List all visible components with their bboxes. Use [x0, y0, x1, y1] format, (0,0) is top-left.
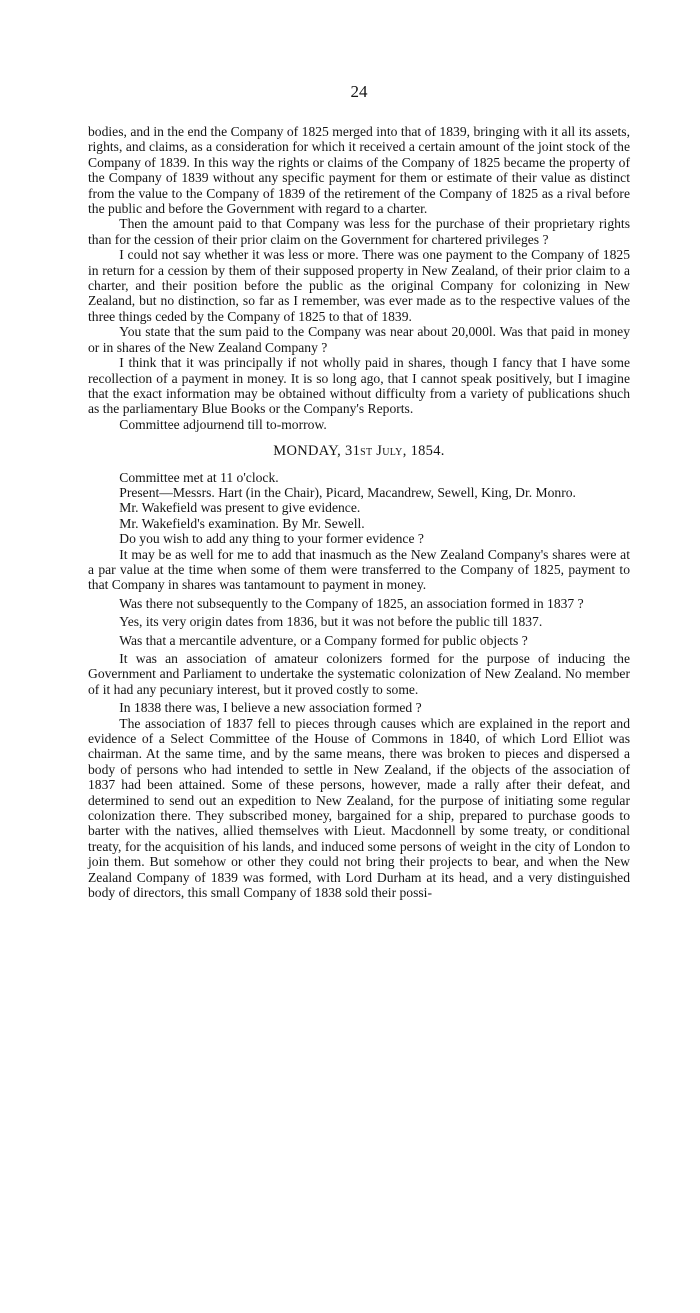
section-bottom [88, 470, 630, 901]
paragraph: You state that the sum paid to the Company was near about 20,000l. Was that paid in money or in shares of the New Zealand Company ? [88, 324, 630, 355]
paragraph: Yes, its very origin dates from 1836, but it was not before the public till 1837. [119, 614, 543, 630]
paragraph: I think that it was principally if not wholly paid in shares, though I fancy that I have some recollection of a payment in money. It is so long ago, that I cannot speak positively, but I imagine that the exact information may be obtained without difficulty from a variety of publications shuch as the parliamentary Blue Books or the Company's Reports. [88, 355, 630, 417]
paragraph: Was that a mercantile adventure, or a Company formed for public objects ? [119, 632, 528, 648]
paragraph: Committee met at 11 o'clock. [119, 469, 279, 485]
paragraph: Mr. Wakefield was present to give evidence. [119, 500, 361, 516]
paragraph: Do you wish to add any thing to your former evidence ? [119, 531, 424, 547]
paragraph: Mr. Wakefield's examination. By Mr. Sewell. [119, 515, 365, 531]
paragraph: In 1838 there was, I believe a new association formed ? [119, 700, 422, 716]
heading-year: 1854. [410, 443, 445, 460]
paragraph: It was an association of amateur colonizers formed for the purpose of inducing the Government and Parliament to undertake the systematic colonization of New Zealand. No member of it had any pecuniary interest, but it proved costly to some. [88, 651, 630, 697]
page-number: 24 [350, 82, 368, 101]
paragraph: The association of 1837 fell to pieces through causes which are explained in the report and evidence of a Select Committee of the House of Commons in 1840, of which Lord Elliot was chairman. At the same time, and by the same means, there was broken to pieces and dispersed a body of persons who had intended to settle in New Zealand, if the objects of the association of 1837 had been attained. Some of these persons, however, made a rally after their defeat, and determined to send out an expedition to New Zealand, for the purpose of initiating some regular colonization there. They subscribed money, bargained for a ship, prepared to purchase goods to barter with the natives, allied themselves with Lieut. Macdonnell by some treaty, or conditional treaty, for the acquisition of his lands, and induced some persons of weight in the city of London to join them. But somehow or other they could not bring their projects to bear, and when the New Zealand Company of 1839 was formed, with Lord Durham at its head, and a very distinguished body of directors, this small Company of 1838 sold their possi- [88, 715, 630, 901]
section-top [88, 124, 630, 432]
document-page [88, 82, 630, 901]
session-heading [88, 444, 630, 459]
paragraph: It may be as well for me to add that inasmuch as the New Zealand Company's shares were at a par value at the time when some of them were transferred to the Company of 1825, payment to that Company in shares was tantamount to payment in money. [88, 546, 630, 593]
paragraph: bodies, and in the end the Company of 1825 merged into that of 1839, bringing with it all its assets, rights, and claims, as a consideration for which it received a certain amount of the joint stock of the Company of 1839. In this way the rights or claims of the Company of 1825 became the property of the Company of 1839 without any specific payment for them or estimate of their value as distinct from the value to the Company of 1839 of the retirement of the Company of 1825 as a rival before the public and before the Government with regard to a charter. [88, 124, 630, 217]
paragraph: I could not say whether it was less or more. There was one payment to the Company of 1825 in return for a cession by them of their supposed property in New Zealand, of their prior claim to a charter, and their position before the public as the original Company for colonizing in New Zealand, but no distinction, so far as I remember, was ever made as to the respective values of the three things ceded by the Company of 1825 to that of 1839. [88, 247, 630, 324]
heading-day: MONDAY, [273, 443, 342, 460]
paragraph: Present—Messrs. Hart (in the Chair), Picard, Macandrew, Sewell, King, Dr. Monro. [119, 484, 576, 500]
heading-date: 31st July, [345, 443, 407, 460]
paragraph: Was there not subsequently to the Company of 1825, an association formed in 1837 ? [119, 595, 584, 611]
paragraph: Then the amount paid to that Company was less for the purchase of their proprietary rights than for the cession of their prior claim on the Government for chartered privileges ? [88, 216, 630, 247]
paragraph: Committee adjournend till to-morrow. [119, 416, 327, 432]
